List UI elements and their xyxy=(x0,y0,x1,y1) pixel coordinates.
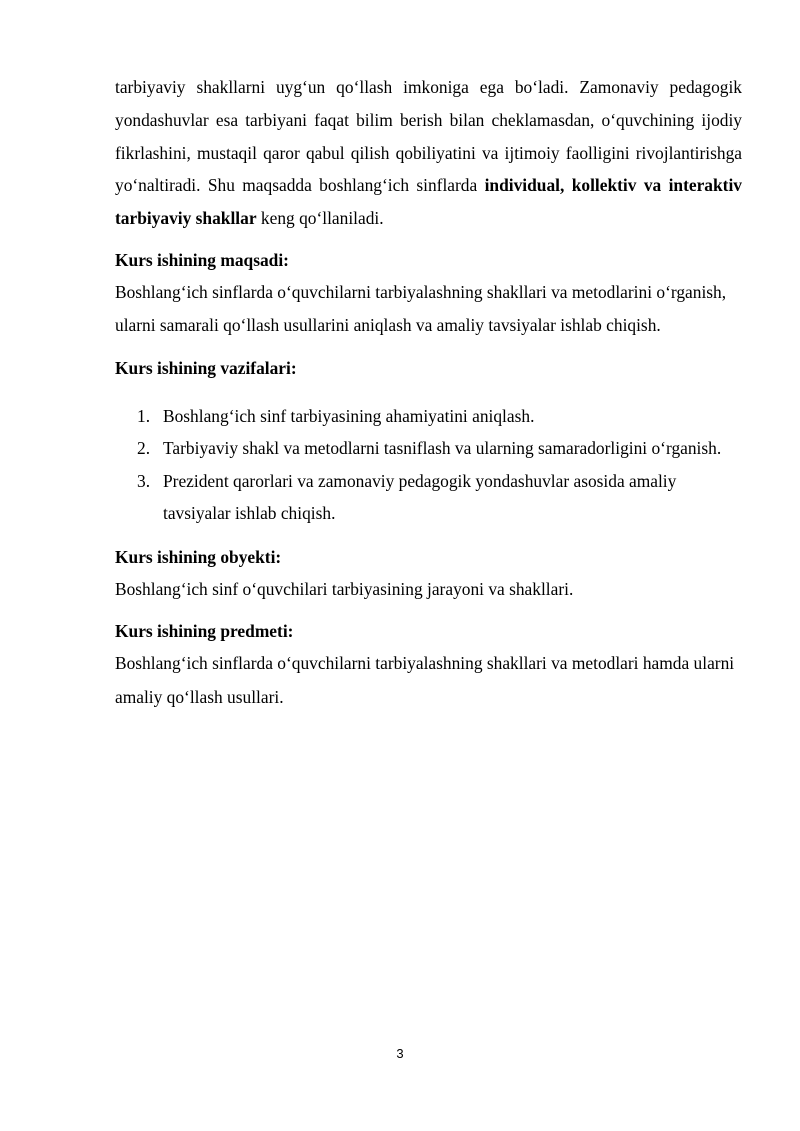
intro-text-after: keng qo‘llaniladi. xyxy=(256,208,384,229)
list-item xyxy=(115,432,742,465)
section-vazifalar xyxy=(115,353,742,530)
section-text-obyekt: Boshlang‘ich sinf o‘quvchilari tarbiyasining jarayoni va shakllari. xyxy=(115,578,574,599)
intro-bold-text: individual, kollektiv va interaktiv tarbiyaviy shakllar xyxy=(115,175,742,229)
section-text-predmet: Boshlang‘ich sinflarda o‘quvchilarni tarbiyalashning shakllari va metodlari hamda ularni amaliy qo‘llash usullari. xyxy=(115,653,735,707)
list-item xyxy=(115,400,742,433)
section-heading-vazifalar: Kurs ishining vazifalari: xyxy=(115,357,297,378)
list-item-number: 2. xyxy=(137,438,151,459)
section-predmet xyxy=(115,616,742,714)
section-heading-obyekt: Kurs ishining obyekti: xyxy=(115,546,282,567)
intro-text-before: tarbiyaviy shakllarni uyg‘un qo‘llash imkoniga ega bo‘ladi. Zamonaviy pedagogik yondashuvlar esa tarbiyani faqat bilim berish bilan cheklamasdan, o‘quvchining ijodiy fikrlashini, mustaqil qaror qabul qilish qobiliyatini va ijtimoiy faolligini rivojlantirishga yo‘naltiradi. Shu maqsadda boshlang‘ich sinflarda xyxy=(115,77,742,196)
list-item-number: 3. xyxy=(137,470,151,491)
list-item-number: 1. xyxy=(137,405,151,426)
tasks-list xyxy=(115,400,742,530)
intro-paragraph xyxy=(115,71,742,235)
section-obyekt xyxy=(115,542,742,607)
list-item xyxy=(115,465,742,530)
section-heading-maqsad: Kurs ishining maqsadi: xyxy=(115,249,289,270)
list-item-text: Tarbiyaviy shakl va metodlarni tasniflash va ularning samaradorligini o‘rganish. xyxy=(163,438,722,459)
page-number: 3 xyxy=(396,1046,404,1061)
section-text-maqsad: Boshlang‘ich sinflarda o‘quvchilarni tarbiyalashning shakllari va metodlarini o‘rganish, ularni samarali qo‘llash usullarini aniqlash va amaliy tavsiyalar ishlab chiqish. xyxy=(115,281,727,336)
section-maqsad xyxy=(115,245,742,343)
list-item-text: Boshlang‘ich sinf tarbiyasining ahamiyatini aniqlash. xyxy=(163,405,535,426)
list-item-text: Prezident qarorlari va zamonaviy pedagogik yondashuvlar asosida amaliy tavsiyalar ishlab chiqish. xyxy=(163,470,677,524)
page-content xyxy=(115,71,742,724)
section-heading-predmet: Kurs ishining predmeti: xyxy=(115,621,294,642)
